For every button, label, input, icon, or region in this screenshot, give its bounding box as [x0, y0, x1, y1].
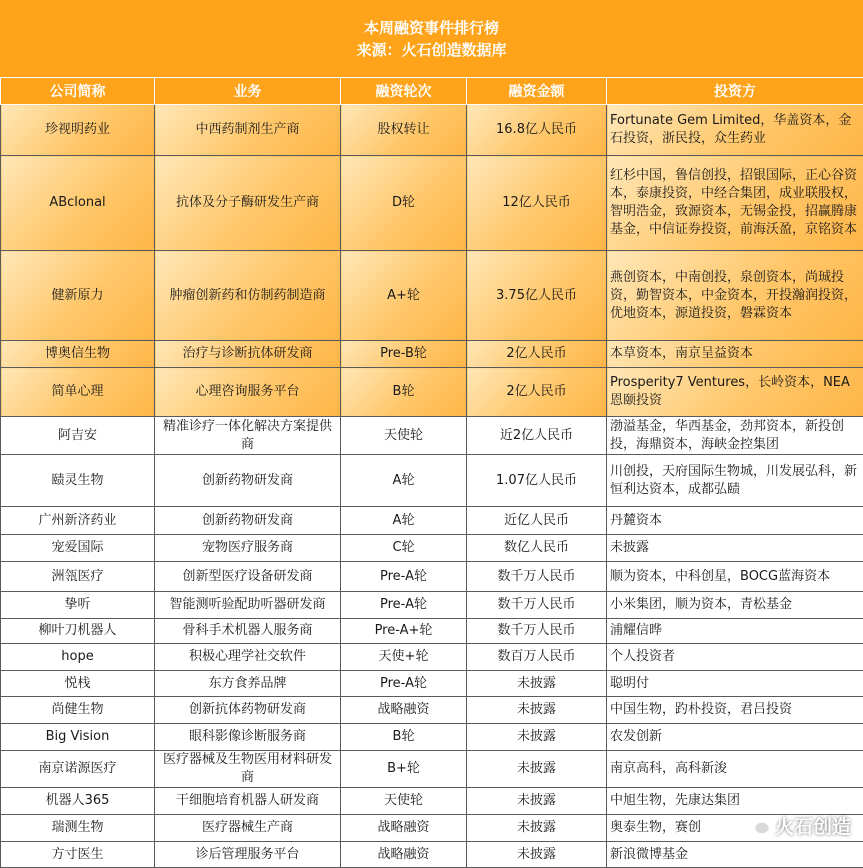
cell-investors: 奥泰生物，赛创 — [607, 815, 863, 842]
cell-company: 柳叶刀机器人 — [1, 619, 155, 644]
cell-investors: Prosperity7 Ventures，长岭资本，NEA恩颐投资 — [607, 368, 863, 417]
cell-round: B轮 — [341, 368, 467, 417]
table-row — [1, 562, 863, 592]
cell-investors: 中旭生物，先康达集团 — [607, 788, 863, 815]
cell-business: 中西药制剂生产商 — [155, 105, 341, 156]
cell-business: 精准诊疗一体化解决方案提供商 — [155, 417, 341, 455]
cell-investors: 浦耀信晔 — [607, 619, 863, 644]
cell-round: Pre-A轮 — [341, 562, 467, 592]
cell-investors: 渤溢基金，华西基金，劲邦资本，新投创投，海鼎资本，海峡金控集团 — [607, 417, 863, 455]
cell-investors: 个人投资者 — [607, 644, 863, 671]
table-row — [1, 619, 863, 644]
cell-company: 瑞测生物 — [1, 815, 155, 842]
table-row — [1, 751, 863, 788]
cell-business: 干细胞培育机器人研发商 — [155, 788, 341, 815]
cell-company: 洲瓴医疗 — [1, 562, 155, 592]
cell-round: Pre-A+轮 — [341, 619, 467, 644]
cell-investors: 农发创新 — [607, 724, 863, 751]
cell-business: 创新型医疗设备研发商 — [155, 562, 341, 592]
cell-investors: 新浪微博基金 — [607, 842, 863, 868]
cell-round: Pre-A轮 — [341, 592, 467, 619]
column-header-company: 公司简称 — [1, 78, 155, 105]
cell-investors: 本草资本，南京呈益资本 — [607, 341, 863, 368]
table-row — [1, 417, 863, 455]
cell-investors: 未披露 — [607, 535, 863, 562]
data-source: 来源：火石创造数据库 — [356, 39, 506, 61]
cell-amount: 数千万人民币 — [467, 619, 607, 644]
table-row — [1, 341, 863, 368]
cell-amount: 数百万人民币 — [467, 644, 607, 671]
cell-business: 医疗器械生产商 — [155, 815, 341, 842]
cell-company: 南京诺源医疗 — [1, 751, 155, 788]
table-body — [1, 105, 863, 868]
cell-round: B轮 — [341, 724, 467, 751]
cell-business: 诊后管理服务平台 — [155, 842, 341, 868]
cell-business: 创新药物研发商 — [155, 507, 341, 535]
cell-investors: 川创投，天府国际生物城，川发展弘科，新恒利达资本，成都弘赜 — [607, 455, 863, 507]
cell-amount: 2亿人民币 — [467, 341, 607, 368]
column-header-investors: 投资方 — [607, 78, 863, 105]
cell-round: 股权转让 — [341, 105, 467, 156]
cell-business: 智能测听验配助听器研发商 — [155, 592, 341, 619]
cell-investors: 丹麓资本 — [607, 507, 863, 535]
cell-business: 宠物医疗服务商 — [155, 535, 341, 562]
cell-business: 眼科影像诊断服务商 — [155, 724, 341, 751]
cell-business: 积极心理学社交软件 — [155, 644, 341, 671]
cell-business: 创新药物研发商 — [155, 455, 341, 507]
cell-amount: 未披露 — [467, 697, 607, 724]
cell-company: 挚听 — [1, 592, 155, 619]
cell-business: 骨科手术机器人服务商 — [155, 619, 341, 644]
cell-amount: 1.07亿人民币 — [467, 455, 607, 507]
table-row — [1, 788, 863, 815]
cell-amount: 未披露 — [467, 842, 607, 868]
table-row — [1, 592, 863, 619]
table-row — [1, 671, 863, 697]
cell-company: 宠爱国际 — [1, 535, 155, 562]
cell-round: 天使轮 — [341, 417, 467, 455]
cell-amount: 数千万人民币 — [467, 592, 607, 619]
table-row — [1, 842, 863, 868]
cell-investors: 小米集团，顺为资本，青松基金 — [607, 592, 863, 619]
cell-round: A轮 — [341, 455, 467, 507]
cell-round: D轮 — [341, 156, 467, 251]
table-row — [1, 507, 863, 535]
cell-business: 创新抗体药物研发商 — [155, 697, 341, 724]
watermark-text: 火石创造 — [775, 812, 851, 839]
cell-amount: 未披露 — [467, 815, 607, 842]
table-title: 本周融资事件排行榜 — [364, 17, 499, 39]
column-header-round: 融资轮次 — [341, 78, 467, 105]
cell-round: 战略融资 — [341, 697, 467, 724]
cell-round: Pre-A轮 — [341, 671, 467, 697]
cell-company: 赜灵生物 — [1, 455, 155, 507]
cell-round: A轮 — [341, 507, 467, 535]
cell-amount: 未披露 — [467, 788, 607, 815]
cell-company: 方寸医生 — [1, 842, 155, 868]
cell-company: hope — [1, 644, 155, 671]
cell-amount: 数千万人民币 — [467, 562, 607, 592]
cell-company: 阿吉安 — [1, 417, 155, 455]
cell-company: 悦栈 — [1, 671, 155, 697]
cell-business: 治疗与诊断抗体研发商 — [155, 341, 341, 368]
cell-amount: 数亿人民币 — [467, 535, 607, 562]
cell-company: ABclonal — [1, 156, 155, 251]
table-row — [1, 105, 863, 156]
table-row — [1, 251, 863, 341]
cell-company: 机器人365 — [1, 788, 155, 815]
cell-amount: 12亿人民币 — [467, 156, 607, 251]
cell-round: 战略融资 — [341, 842, 467, 868]
cell-round: B+轮 — [341, 751, 467, 788]
cell-amount: 未披露 — [467, 751, 607, 788]
cell-investors: 聪明付 — [607, 671, 863, 697]
watermark — [745, 812, 851, 839]
cell-amount: 近亿人民币 — [467, 507, 607, 535]
cell-round: 天使+轮 — [341, 644, 467, 671]
cell-investors: 顺为资本，中科创星，BOCG蓝海资本 — [607, 562, 863, 592]
table-row — [1, 455, 863, 507]
table-row — [1, 697, 863, 724]
cell-company: 尚健生物 — [1, 697, 155, 724]
cell-investors: 南京高科，高科新浚 — [607, 751, 863, 788]
cell-round: 天使轮 — [341, 788, 467, 815]
wechat-icon — [745, 816, 771, 836]
cell-amount: 3.75亿人民币 — [467, 251, 607, 341]
cell-amount: 未披露 — [467, 671, 607, 697]
table-row — [1, 535, 863, 562]
cell-business: 医疗器械及生物医用材料研发商 — [155, 751, 341, 788]
financing-ranking-table — [0, 77, 863, 868]
cell-company: 健新原力 — [1, 251, 155, 341]
cell-company: Big Vision — [1, 724, 155, 751]
table-row — [1, 156, 863, 251]
cell-investors: 燕创资本，中南创投，泉创资本，尚珹投资，勤智资本，中金资本，开投瀚润投资，优地资本，源道投资，磐霖资本 — [607, 251, 863, 341]
column-header-business: 业务 — [155, 78, 341, 105]
cell-round: Pre-B轮 — [341, 341, 467, 368]
cell-investors: Fortunate Gem Limited，华盖资本，金石投资，浙民投，众生药业 — [607, 105, 863, 156]
title-banner — [0, 0, 863, 77]
table-row — [1, 815, 863, 842]
table-row — [1, 644, 863, 671]
cell-amount: 未披露 — [467, 724, 607, 751]
cell-company: 珍视明药业 — [1, 105, 155, 156]
column-header-amount: 融资金额 — [467, 78, 607, 105]
cell-investors: 中国生物，趵朴投资，君吕投资 — [607, 697, 863, 724]
cell-amount: 2亿人民币 — [467, 368, 607, 417]
cell-round: 战略融资 — [341, 815, 467, 842]
header-row — [1, 78, 863, 105]
cell-round: C轮 — [341, 535, 467, 562]
cell-company: 简单心理 — [1, 368, 155, 417]
cell-business: 东方食养品牌 — [155, 671, 341, 697]
cell-investors: 红杉中国，鲁信创投，招银国际，正心谷资本，泰康投资，中经合集团，成业联股权，智明浩金，致源资本，无锡金投，招赢腾康基金，中信证券投资，前海沃盈，京铭资本 — [607, 156, 863, 251]
cell-amount: 近2亿人民币 — [467, 417, 607, 455]
cell-round: A+轮 — [341, 251, 467, 341]
table-row — [1, 724, 863, 751]
cell-company: 广州新济药业 — [1, 507, 155, 535]
cell-amount: 16.8亿人民币 — [467, 105, 607, 156]
cell-business: 抗体及分子酶研发生产商 — [155, 156, 341, 251]
cell-business: 心理咨询服务平台 — [155, 368, 341, 417]
cell-company: 博奥信生物 — [1, 341, 155, 368]
table-row — [1, 368, 863, 417]
cell-business: 肿瘤创新药和仿制药制造商 — [155, 251, 341, 341]
